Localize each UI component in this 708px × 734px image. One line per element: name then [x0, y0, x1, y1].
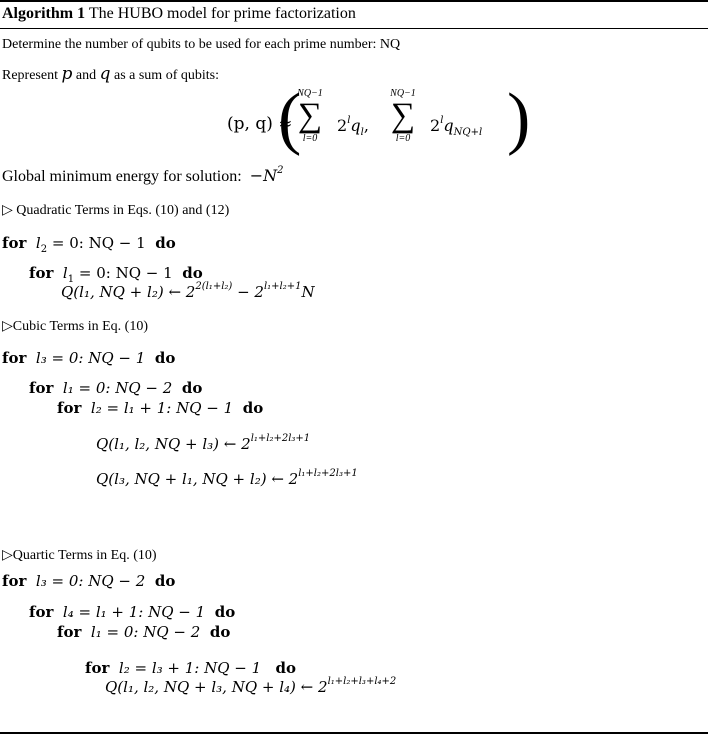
cubic-assign1-lhs: Q(l₁, l₂, NQ + l₃) ← 2: [96, 435, 251, 453]
quad-assign-tail: N: [301, 283, 315, 301]
cubic-loop-1: [2, 349, 175, 367]
kw-for: for: [29, 379, 54, 397]
energy-value: [250, 166, 284, 185]
kw-for: for: [2, 572, 27, 590]
eq-close-paren: ): [507, 80, 531, 157]
header-rule: [0, 28, 708, 29]
kw-do: do: [155, 234, 176, 252]
energy-text: Global minimum energy for solution:: [2, 168, 242, 185]
var-p: p: [61, 64, 73, 84]
quartic-loop1-range: l₃ = 0: NQ − 2: [35, 572, 146, 590]
represent-and: and: [75, 68, 97, 83]
kw-do: do: [154, 572, 176, 590]
sigma-2: ∑: [390, 97, 416, 134]
cubic-assign1-exp: l₁+l₂+2l₃+1: [250, 433, 311, 444]
sum2-upper: NQ−1: [390, 88, 416, 99]
cubic-assignment-2: [96, 470, 358, 488]
kw-do: do: [242, 399, 264, 417]
represent-suffix: as a sum of qubits:: [113, 68, 219, 83]
cubic-loop1-range: l₃ = 0: NQ − 1: [35, 349, 146, 367]
sum-sign-1: [290, 88, 330, 144]
quartic-heading: ▷Quartic Terms in Eq. (10): [2, 548, 157, 563]
represent-prefix: Represent: [2, 68, 58, 83]
sum1-lower: l=0: [302, 133, 318, 144]
algorithm-title: [2, 5, 356, 23]
kw-do: do: [214, 603, 236, 621]
global-min-energy: [2, 166, 283, 186]
quad-assign-mid: − 2: [232, 283, 264, 301]
cubic-loop2-range: l₁ = 0: NQ − 2: [62, 379, 173, 397]
cubic-loop3-range: l₂ = l₁ + 1: NQ − 1: [90, 399, 234, 417]
step-determine-qubits: Determine the number of qubits to be used for each prime number: NQ: [2, 37, 401, 52]
eq-lhs: (p, q) ≈: [227, 114, 293, 134]
kw-do: do: [275, 659, 296, 677]
sigma-1: ∑: [297, 97, 323, 134]
algorithm-title-text: The HUBO model for prime factorization: [88, 5, 356, 22]
term2-var: q: [443, 116, 454, 135]
kw-for: for: [2, 349, 27, 367]
eq-term-2: [430, 114, 483, 139]
cubic-assignment-1: [96, 435, 310, 453]
quad-outer-loop: [2, 234, 176, 255]
sum-sign-2: [383, 88, 423, 144]
algorithm-label: Algorithm 1: [2, 5, 86, 22]
quad-inner-loop: [29, 264, 203, 285]
quartic-loop-1: [2, 572, 175, 590]
quad-inner-sub: 1: [67, 274, 75, 285]
quartic-loop-3: [57, 623, 230, 641]
kw-for: for: [85, 659, 110, 677]
quad-outer-range: = 0: NQ − 1: [51, 234, 146, 252]
kw-do: do: [209, 623, 231, 641]
step-represent: [2, 64, 219, 84]
quartic-assignment: [105, 678, 396, 696]
term1-sub: l: [360, 127, 364, 139]
term2-base: 2: [430, 116, 441, 135]
energy-value-base: −N: [249, 166, 278, 185]
quad-outer-sub: 2: [40, 244, 48, 255]
eq-term-1: $2^lq_l$,: [337, 114, 369, 139]
cubic-loop-2: [29, 379, 202, 397]
eq-open-paren: (: [278, 80, 302, 157]
quad-assign-exp1: 2(l₁+l₂): [195, 281, 233, 292]
term2-exp: l: [440, 114, 444, 126]
kw-for: for: [57, 623, 82, 641]
sum1-upper: NQ−1: [297, 88, 323, 99]
quad-inner-var: l: [62, 264, 68, 282]
quartic-assign-lhs: Q(l₁, l₂, NQ + l₃, NQ + l₄) ← 2: [105, 678, 328, 696]
quad-assignment: [61, 283, 315, 301]
quartic-loop-2: [29, 603, 235, 621]
quad-inner-range: = 0: NQ − 1: [78, 264, 173, 282]
cubic-assign2-lhs: Q(l₃, NQ + l₁, NQ + l₂) ← 2: [96, 470, 299, 488]
kw-do: do: [182, 264, 203, 282]
cubic-loop-3: [57, 399, 263, 417]
kw-for: for: [2, 234, 27, 252]
term1-base: 2: [337, 116, 348, 135]
quartic-loop-4: [85, 659, 296, 677]
energy-exp: 2: [277, 164, 284, 176]
term2-sub: NQ+l: [453, 127, 483, 139]
cubic-heading: ▷Cubic Terms in Eq. (10): [2, 319, 149, 334]
cubic-assign2-exp: l₁+l₂+2l₃+1: [298, 468, 358, 479]
kw-for: for: [57, 399, 82, 417]
top-rule: [0, 0, 708, 2]
kw-for: for: [29, 603, 54, 621]
quad-assign-lhs: Q(l₁, NQ + l₂) ← 2: [61, 283, 196, 301]
kw-do: do: [181, 379, 203, 397]
quad-assign-exp2: l₁+l₂+1: [263, 281, 302, 292]
sum2-lower: l=0: [395, 133, 411, 144]
quartic-loop2-range: l₄ = l₁ + 1: NQ − 1: [62, 603, 206, 621]
quartic-loop3-range: l₁ = 0: NQ − 2: [90, 623, 201, 641]
quad-outer-var: l: [35, 234, 41, 252]
kw-do: do: [154, 349, 176, 367]
var-q: q: [99, 64, 111, 84]
term1-exp: l: [347, 114, 351, 126]
quartic-loop4-range: l₂ = l₃ + 1: NQ − 1: [118, 659, 262, 677]
kw-for: for: [29, 264, 54, 282]
term1-var: q: [350, 116, 361, 135]
quartic-assign-exp: l₁+l₂+l₃+l₄+2: [327, 676, 397, 687]
quadratic-heading: ▷ Quadratic Terms in Eqs. (10) and (12): [2, 203, 230, 218]
